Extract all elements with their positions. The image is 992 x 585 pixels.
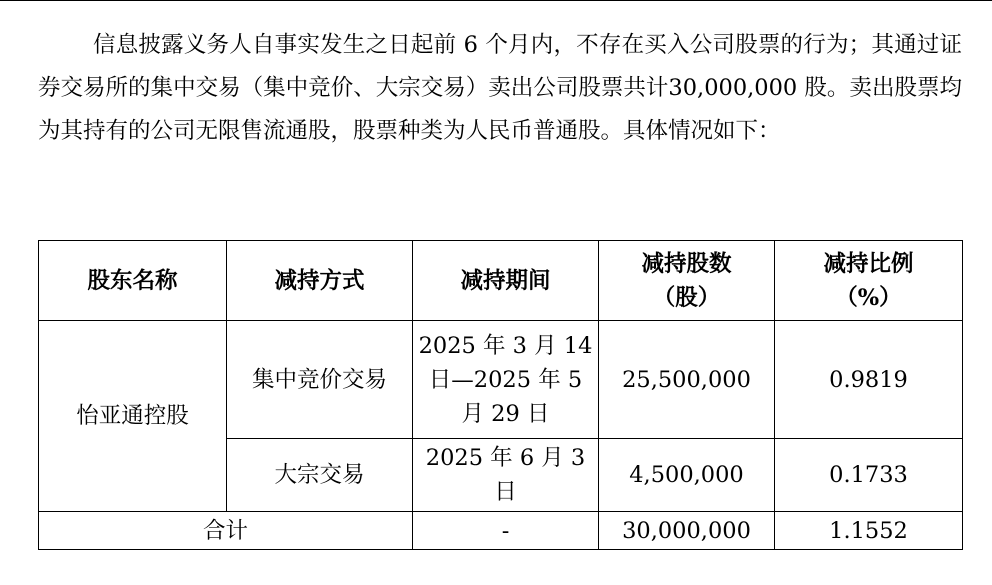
header-period: 减持期间 (413, 241, 599, 321)
total-ratio-cell: 1.1552 (775, 512, 963, 550)
header-shares: 减持股数（股） (599, 241, 775, 321)
table-header-row (39, 241, 963, 321)
period-cell: 2025 年 6 月 3 日 (413, 439, 599, 512)
header-method: 减持方式 (227, 241, 413, 321)
total-label-cell: 合计 (39, 512, 413, 550)
method-cell: 集中竞价交易 (227, 321, 413, 439)
shares-cell: 25,500,000 (599, 321, 775, 439)
header-shareholder: 股东名称 (39, 241, 227, 321)
shareholder-name-cell: 怡亚通控股 (39, 321, 227, 512)
header-ratio: 减持比例（%） (775, 241, 963, 321)
ratio-cell: 0.1733 (775, 439, 963, 512)
share-reduction-table (38, 240, 963, 550)
table-row (39, 321, 963, 439)
disclosure-paragraph: 信息披露义务人自事实发生之日起前 6 个月内，不存在买入公司股票的行为；其通过证券交易所的集中交易（集中竞价、大宗交易）卖出公司股票共计30,000,000 股。卖出股票均为其持有的公司无限售流通股，股票种类为人民币普通股。具体情况如下： (38, 32, 962, 144)
ratio-cell: 0.9819 (775, 321, 963, 439)
total-shares-cell: 30,000,000 (599, 512, 775, 550)
shares-cell: 4,500,000 (599, 439, 775, 512)
total-period-cell: - (413, 512, 599, 550)
top-rule (0, 0, 992, 1)
total-row (39, 512, 963, 550)
period-cell: 2025 年 3 月 14 日—2025 年 5 月 29 日 (413, 321, 599, 439)
method-cell: 大宗交易 (227, 439, 413, 512)
